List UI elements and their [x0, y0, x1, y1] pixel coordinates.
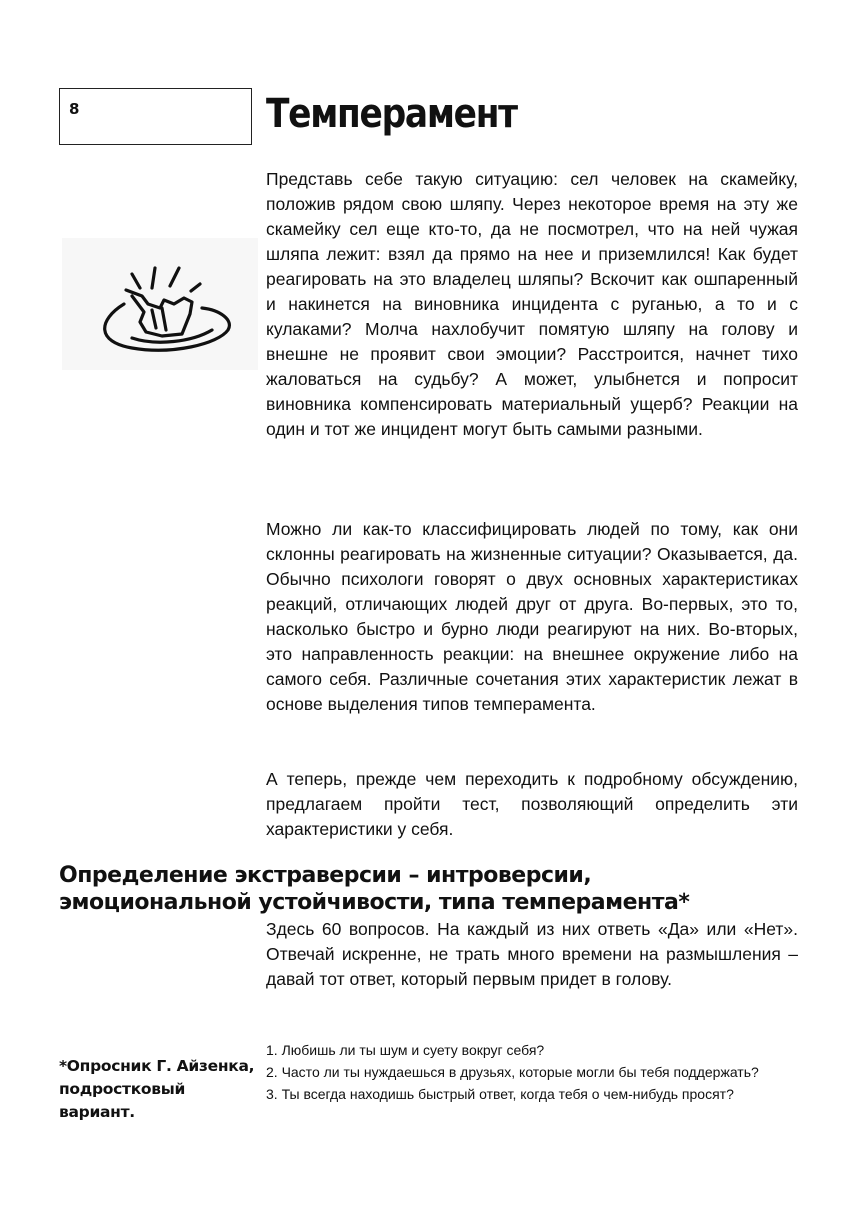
- test-intro-paragraph: [266, 767, 798, 842]
- instruction-paragraph: [266, 917, 798, 992]
- chapter-title: Темперамент: [266, 91, 517, 137]
- instruction-paragraph-text: Здесь 60 вопросов. На каждый из них ответь «Да» или «Нет». Отвечай искренне, не трать много времени на размышления – давай тот ответ, который первым придет в голову.: [266, 919, 798, 989]
- hat-illustration-icon: [62, 238, 258, 370]
- section-title: Определение экстраверсии – интроверсии, эмоциональной устойчивости, типа темперамента*: [59, 863, 690, 915]
- page-number: 8: [69, 100, 80, 118]
- page-number-box: [59, 88, 252, 145]
- footnote: *Опросник Г. Айзенка, подростковый вариант.: [59, 1057, 255, 1121]
- intro-paragraph: [266, 167, 798, 442]
- classify-paragraph: [266, 517, 798, 717]
- question-item: 1. Любишь ли ты шум и суету вокруг себя?: [266, 1042, 545, 1058]
- question-list: [266, 1040, 798, 1106]
- classify-paragraph-text: Можно ли как-то классифицировать людей по тому, как они склонны реагировать на жизненные ситуации? Оказывается, да. Обычно психологи говорят о двух основных характеристиках реакций, отличающих людей друг от друга. Во-первых, это то, насколько быстро и бурно люди реагируют на них. Во-вторых, это направленность реакции: на внешнее окружение либо на самого себя. Различные сочетания этих характеристик лежат в основе выделения типов темперамента.: [266, 519, 798, 714]
- question-item: 2. Часто ли ты нуждаешься в друзьях, которые могли бы тебя поддержать?: [266, 1064, 759, 1080]
- intro-paragraph-text: Представь себе такую ситуацию: сел человек на скамейку, положив рядом свою шляпу. Через некоторое время на эту же скамейку сел еще кто-то, да не посмотрел, что на ней чужая шляпа лежит: взял да прямо на нее и приземлился! Как будет реагировать на это владелец шляпы? Вскочит как ошпаренный и накинется на виновника инцидента с руганью, а то и с кулаками? Молча нахлобучит помятую шляпу на голову и внешне не проявит свои эмоции? Расстроится, начнет тихо жаловаться на судьбу? А может, улыбнется и попросит виновника компенсировать материальный ущерб? Реакции на один и тот же инцидент могут быть самыми разными.: [266, 169, 798, 439]
- question-item: 3. Ты всегда находишь быстрый ответ, когда тебя о чем-нибудь просят?: [266, 1086, 734, 1102]
- test-intro-paragraph-text: А теперь, прежде чем переходить к подробному обсуждению, предлагаем пройти тест, позволяющий определить эти характеристики у себя.: [266, 769, 798, 839]
